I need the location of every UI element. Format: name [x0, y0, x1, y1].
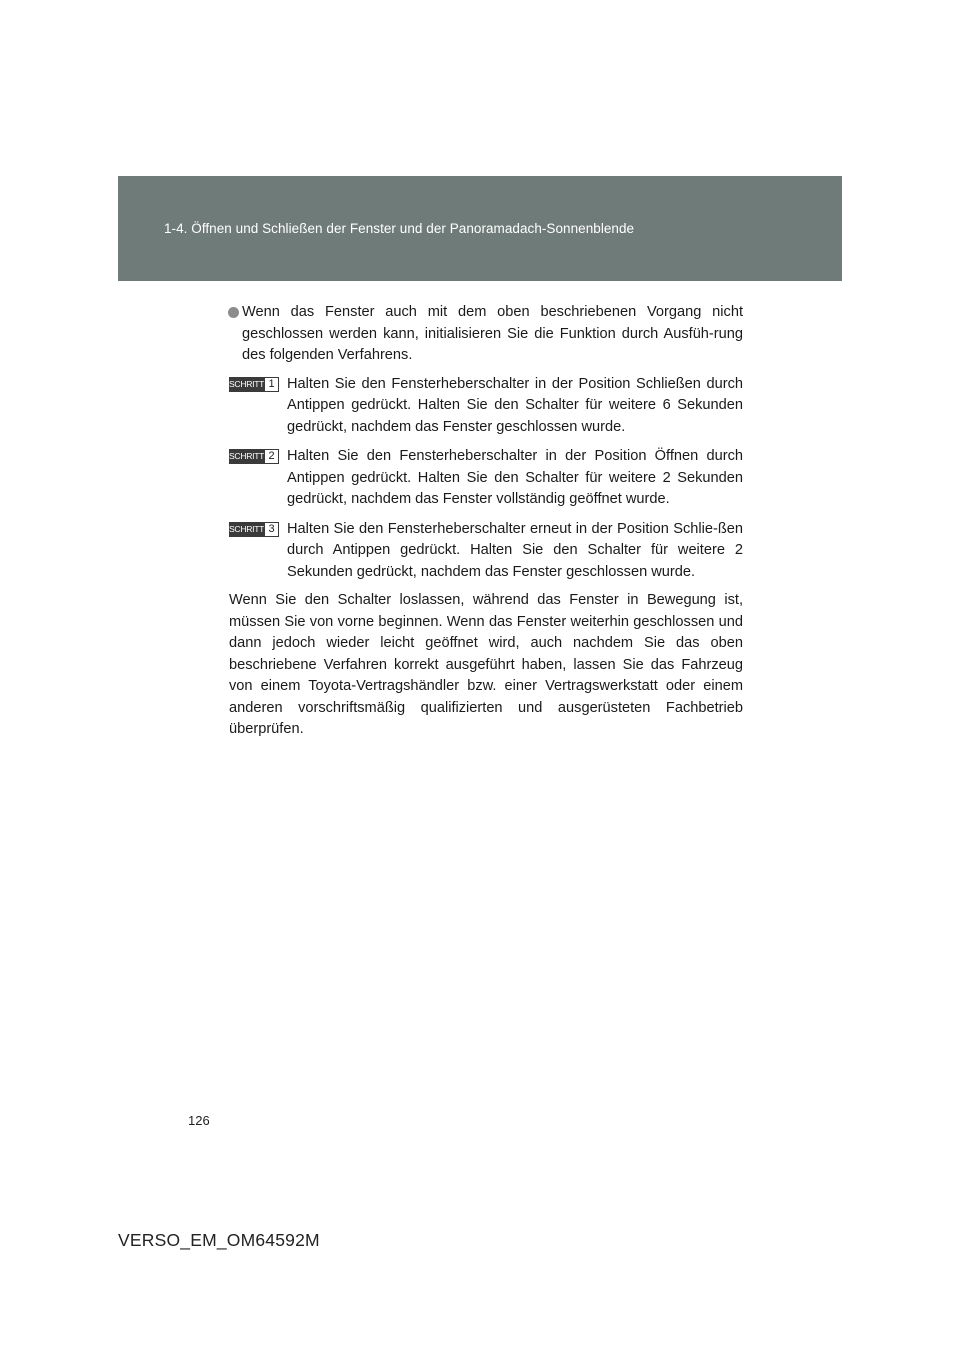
- step-badge-word: SCHRITT: [229, 522, 264, 537]
- section-title: 1-4. Öffnen und Schließen der Fenster und der Panoramadach-Sonnenblende: [164, 221, 635, 236]
- step-badge-number: 1: [264, 377, 279, 392]
- step-badge-number: 3: [264, 522, 279, 537]
- bullet-note-text: Wenn das Fenster auch mit dem oben beschriebenen Vorgang nicht geschlossen werden kann, initialisieren Sie die Funktion durch Ausfüh-rung des folgenden Verfahrens.: [242, 304, 743, 363]
- page-number: 126: [188, 1113, 210, 1128]
- step-2: [229, 446, 743, 511]
- step-badge-1: [229, 377, 279, 392]
- step-text: Halten Sie den Fensterheberschalter in der Position Öffnen durch Antippen gedrückt. Halten Sie den Schalter für weitere 2 Sekunden gedrückt, nachdem das Fenster vollständig geöffnet wurde.: [287, 448, 743, 507]
- step-3: [229, 519, 743, 584]
- step-1: [229, 374, 743, 439]
- info-paragraph: Wenn Sie den Schalter loslassen, während das Fenster in Bewegung ist, müssen Sie von vorne beginnen. Wenn das Fenster weiterhin geschlossen und dann jedoch wieder leicht geöffnet wird, auch nachdem Sie das oben beschriebene Verfahren korrekt ausgeführt haben, lassen Sie das Fahrzeug von einem Toyota-Vertragshändler bzw. einer Vertragswerkstatt oder einem anderen vorschriftsmäßig qualifizierten und ausgerüsteten Fachbetrieb überprüfen.: [229, 592, 743, 737]
- bullet-dot-icon: [228, 307, 239, 318]
- step-badge-3: [229, 522, 279, 537]
- step-badge-word: SCHRITT: [229, 449, 264, 464]
- step-badge-2: [229, 449, 279, 464]
- step-text: Halten Sie den Fensterheberschalter erneut in der Position Schlie-ßen durch Antippen gedrückt. Halten Sie den Schalter für weitere 2 Sekunden gedrückt, nachdem das Fenster geschlossen wurde.: [287, 520, 743, 580]
- bullet-note: [229, 302, 743, 367]
- page-content: [229, 302, 743, 741]
- step-badge-word: SCHRITT: [229, 377, 264, 392]
- section-header-band: [118, 176, 842, 281]
- step-badge-number: 2: [264, 449, 279, 464]
- document-id: VERSO_EM_OM64592M: [118, 1230, 320, 1250]
- step-text: Halten Sie den Fensterheberschalter in der Position Schließen durch Antippen gedrückt. Halten Sie den Schalter für weitere 6 Sekunden gedrückt, nachdem das Fenster geschlossen wurde.: [287, 375, 743, 435]
